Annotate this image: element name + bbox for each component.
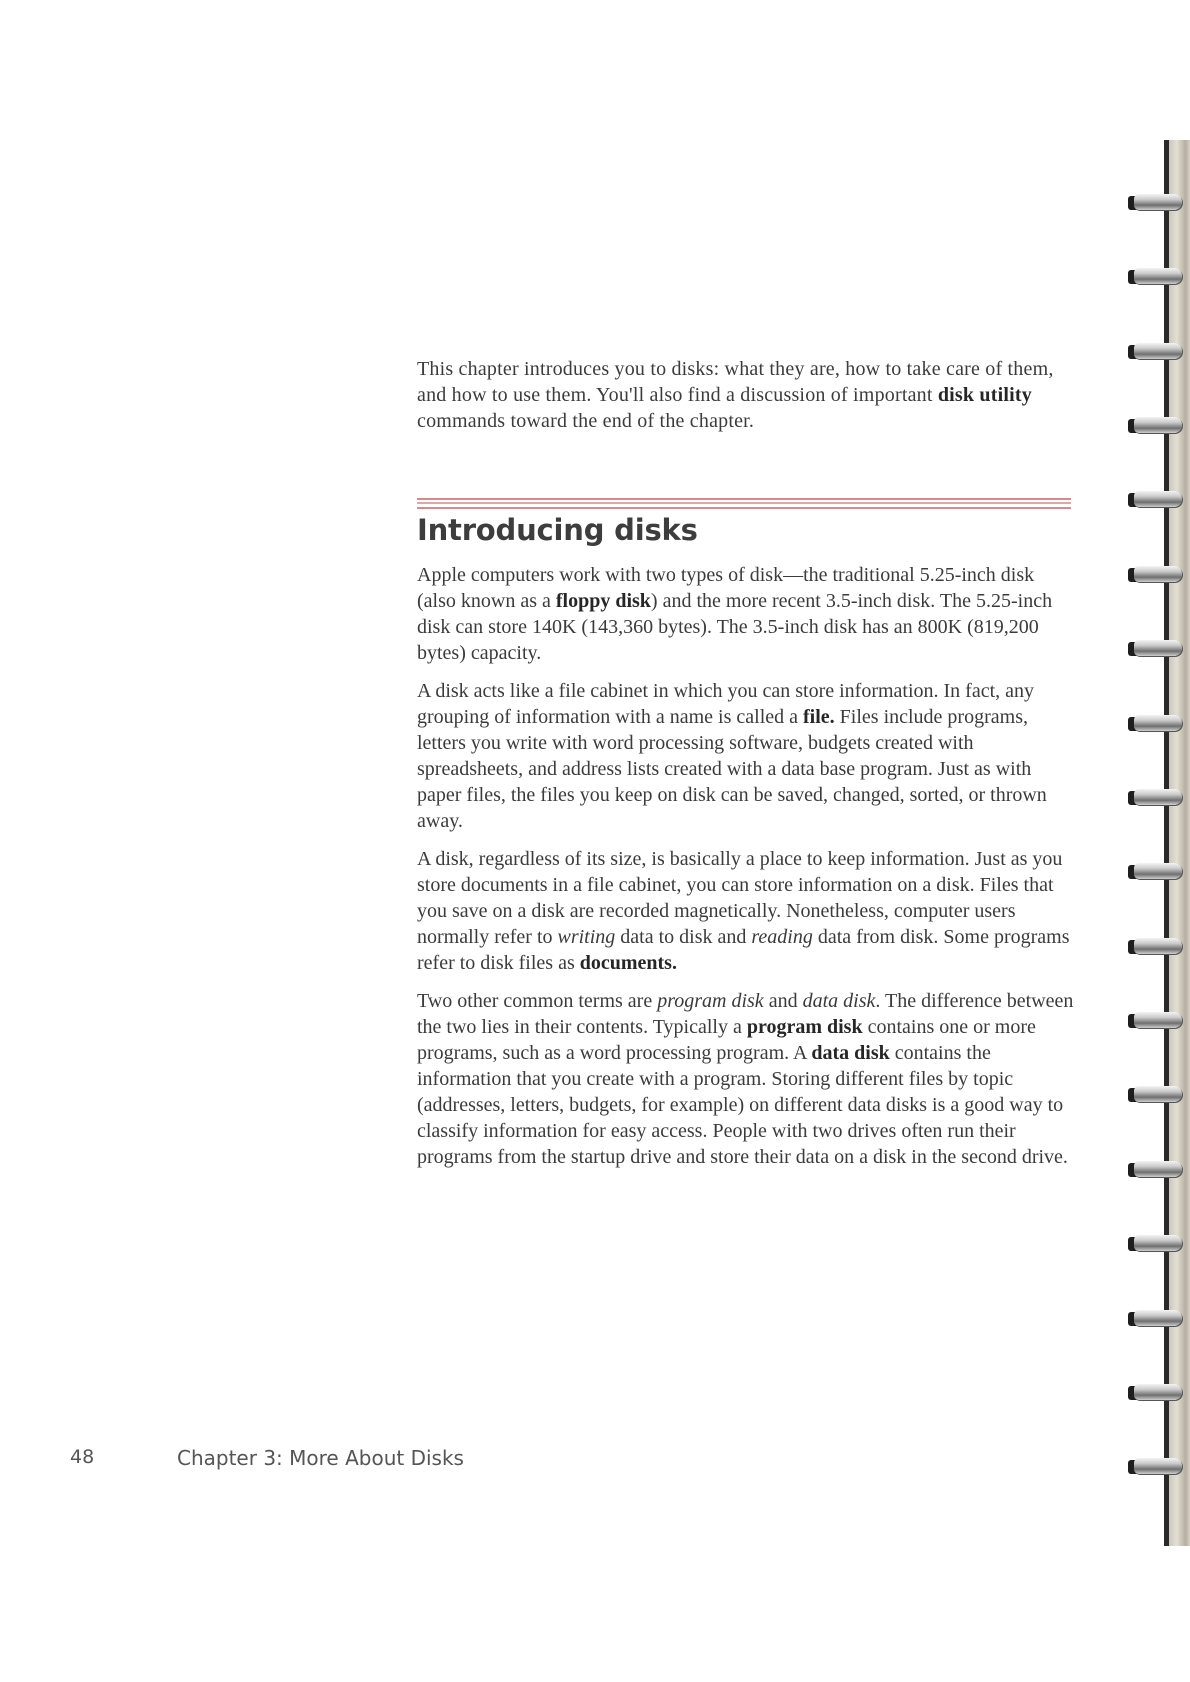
paragraph-disk-storage	[417, 846, 1077, 976]
bold-term: data disk	[811, 1042, 890, 1064]
chapter-intro-paragraph	[417, 356, 1072, 434]
binding-ring-icon	[1128, 1454, 1184, 1480]
binding-ring-icon	[1128, 1082, 1184, 1108]
text-run: ) and the more recent 3.5-inch disk. The 5.25-inch disk can store 140K (143,360 bytes). The 3.5-inch disk has an 800K (819,200 bytes) capacity.	[417, 590, 1053, 664]
binding-ring-icon	[1128, 1306, 1184, 1332]
paragraph-program-data-disk	[417, 988, 1077, 1170]
binding-ring-icon	[1128, 1231, 1184, 1257]
italic-term: program disk	[657, 990, 764, 1012]
page-number: 48	[70, 1446, 95, 1468]
binding-ring-icon	[1128, 785, 1184, 811]
text-run: A disk, regardless of its size, is basically a place to keep information. Just as you store documents in a file cabinet, you can store information on a disk. Files that you save on a disk are recorded magnetically. Nonetheless, computer users normally refer to	[417, 848, 1063, 948]
binding-ring-icon	[1128, 487, 1184, 513]
text-run: data from disk. Some programs refer to disk files as	[417, 926, 1070, 974]
binding-ring-icon	[1128, 264, 1184, 290]
binding-ring-icon	[1128, 934, 1184, 960]
bold-term: disk utility	[937, 384, 1032, 406]
binding-ring-icon	[1128, 859, 1184, 885]
binding-ring-icon	[1128, 190, 1184, 216]
bold-term: file.	[803, 706, 835, 728]
text-run: contains the information that you create with a program. Storing different files by topic (addresses, letters, budgets, for example) on different data disks is a good way to classify information for easy access. People with two drives often run their programs from the startup drive and store their data on a disk in the second drive.	[417, 1042, 1068, 1168]
binding-ring-icon	[1128, 711, 1184, 737]
section-divider-rule	[417, 498, 1071, 509]
text-run: . The difference between the two lies in their contents. Typically a	[417, 990, 1074, 1038]
binding-ring-icon	[1128, 413, 1184, 439]
binding-ring-icon	[1128, 1157, 1184, 1183]
section-heading: Introducing disks	[417, 513, 698, 547]
bold-term: documents.	[579, 952, 677, 974]
italic-term: reading	[751, 926, 813, 948]
binding-ring-icon	[1128, 1380, 1184, 1406]
binding-ring-icon	[1128, 636, 1184, 662]
text-run: contains one or more programs, such as a word processing program. A	[417, 1016, 1036, 1064]
section-body	[417, 562, 1077, 1170]
paragraph-disk-types	[417, 562, 1077, 666]
binding-ring-icon	[1128, 1008, 1184, 1034]
italic-term: writing	[557, 926, 616, 948]
bold-term: floppy disk	[555, 590, 651, 612]
binding-ring-icon	[1128, 339, 1184, 365]
binding-ring-icon	[1128, 562, 1184, 588]
text-run: This chapter introduces you to disks: what they are, how to take care of them, and how to use them. You'll also find a discussion of important	[417, 358, 1054, 406]
text-run: Apple computers work with two types of disk—the traditional 5.25-inch disk (also known as a	[417, 564, 1035, 612]
running-footer-chapter-title: Chapter 3: More About Disks	[177, 1446, 464, 1470]
bold-term: program disk	[746, 1016, 863, 1038]
text-run: A disk acts like a file cabinet in which you can store information. In fact, any grouping of information with a name is called a	[417, 680, 1035, 728]
text-run: and	[763, 990, 803, 1012]
paragraph-file-cabinet	[417, 678, 1077, 834]
italic-term: data disk	[802, 990, 876, 1012]
text-run: commands toward the end of the chapter.	[417, 410, 755, 432]
spiral-binding-icon	[1128, 140, 1190, 1546]
text-run: data to disk and	[615, 926, 752, 948]
text-run: Two other common terms are	[417, 990, 658, 1012]
text-run: Files include programs, letters you write with word processing software, budgets created with spreadsheets, and address lists created with a data base program. Just as with paper files, the files you keep on disk can be saved, changed, sorted, or thrown away.	[417, 706, 1047, 832]
